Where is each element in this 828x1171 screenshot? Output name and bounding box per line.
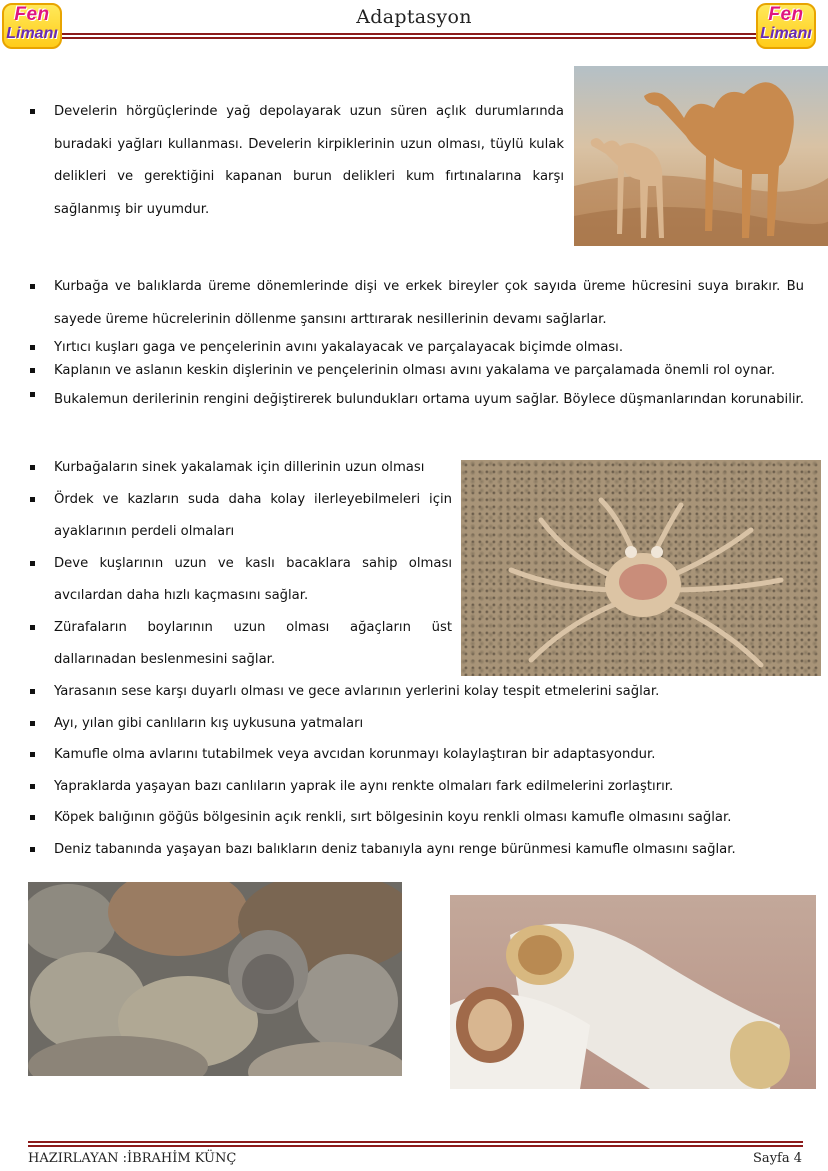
crab-illustration — [461, 460, 821, 676]
list-item: Yırtıcı kuşları gaga ve pençelerinin avını yakalayacak ve parçalayacak biçimde olması. — [28, 336, 804, 359]
logo-text-limani: Limanı — [6, 25, 58, 42]
list-item: Kurbağaların sinek yakalamak için dillerinin uzun olması — [28, 452, 452, 484]
logo-text-fen: Fen — [14, 4, 50, 25]
branch-illustration — [450, 895, 816, 1089]
list-item: Bukalemun derilerinin rengini değiştirerek bulundukları ortama uyum sağlar. Böylece düşmanlarından korunabilir. — [28, 383, 804, 416]
list-item: Yapraklarda yaşayan bazı canlıların yaprak ile aynı renkte olmaları fark edilmelerini zorlaştırır. — [28, 771, 804, 803]
footer-double-rule — [28, 1141, 803, 1147]
footer-author: HAZIRLAYAN :İBRAHİM KÜNÇ — [28, 1151, 237, 1166]
animal-body-adaptation-list — [28, 452, 452, 676]
logo-text-limani: Limanı — [760, 25, 812, 42]
list-item: Ördek ve kazların suda daha kolay ilerleyebilmeleri için ayaklarının perdeli olmaları — [28, 484, 452, 548]
list-item: Ayı, yılan gibi canlıların kış uykusuna yatmaları — [28, 708, 804, 740]
list-item: Kaplanın ve aslanın keskin dişlerinin ve pençelerinin olması avını yakalama ve parçalamada önemli rol oynar. — [28, 359, 804, 382]
list-item: Deve kuşlarının uzun ve kaslı bacaklara sahip olması avcılardan daha hızlı kaçmasını sağlar. — [28, 548, 452, 612]
list-item: Kurbağa ve balıklarda üreme dönemlerinde dişi ve erkek bireyler çok sayıda üreme hücresini suya bırakır. Bu sayede üreme hücrelerinin döllenme şansını arttırarak nesillerinin devamı sağlarlar. — [28, 270, 804, 336]
list-item: Kamufle olma avlarını tutabilmek veya avcıdan korunmayı kolaylaştıran bir adaptasyondur. — [28, 739, 804, 771]
reproduction-predator-list — [28, 270, 804, 416]
logo-text-fen: Fen — [768, 4, 804, 25]
list-item: Zürafaların boylarının uzun olması ağaçların üst dallarınadan beslenmesini sağlar. — [28, 612, 452, 676]
behavior-camouflage-list — [28, 676, 804, 866]
list-item: Deniz tabanında yaşayan bazı balıkların deniz tabanıyla aynı renge bürünmesi kamufle olmasını sağlar. — [28, 834, 804, 866]
page-title: Adaptasyon — [356, 6, 472, 28]
sand-crab-photo — [461, 460, 821, 676]
camel-photo — [574, 66, 828, 246]
list-item: Develerin hörgüçlerinde yağ depolayarak uzun süren açlık durumlarında buradaki yağları kullanması. Develerin kirpiklerinin uzun olması, tüylü kulak delikleri ve gerektiğini kapanan burun delikleri kum fırtınalarına karşı sağlanmış bir uyumdur. — [28, 96, 564, 226]
camel-adaptation-list — [28, 96, 564, 226]
header-double-rule — [62, 33, 756, 39]
camel-illustration — [574, 66, 828, 246]
camouflaged-moth-branch-photo — [450, 895, 816, 1089]
list-item: Yarasanın sese karşı duyarlı olması ve gece avlarının yerlerini kolay tespit etmelerini sağlar. — [28, 676, 804, 708]
list-item: Köpek balığının göğüs bölgesinin açık renkli, sırt bölgesinin koyu renkli olması kamufle olmasını sağlar. — [28, 802, 804, 834]
stones-illustration — [28, 882, 402, 1076]
camouflaged-bird-stones-photo — [28, 882, 402, 1076]
fen-limani-logo-right — [756, 3, 816, 49]
footer-page-number: Sayfa 4 — [753, 1151, 802, 1166]
